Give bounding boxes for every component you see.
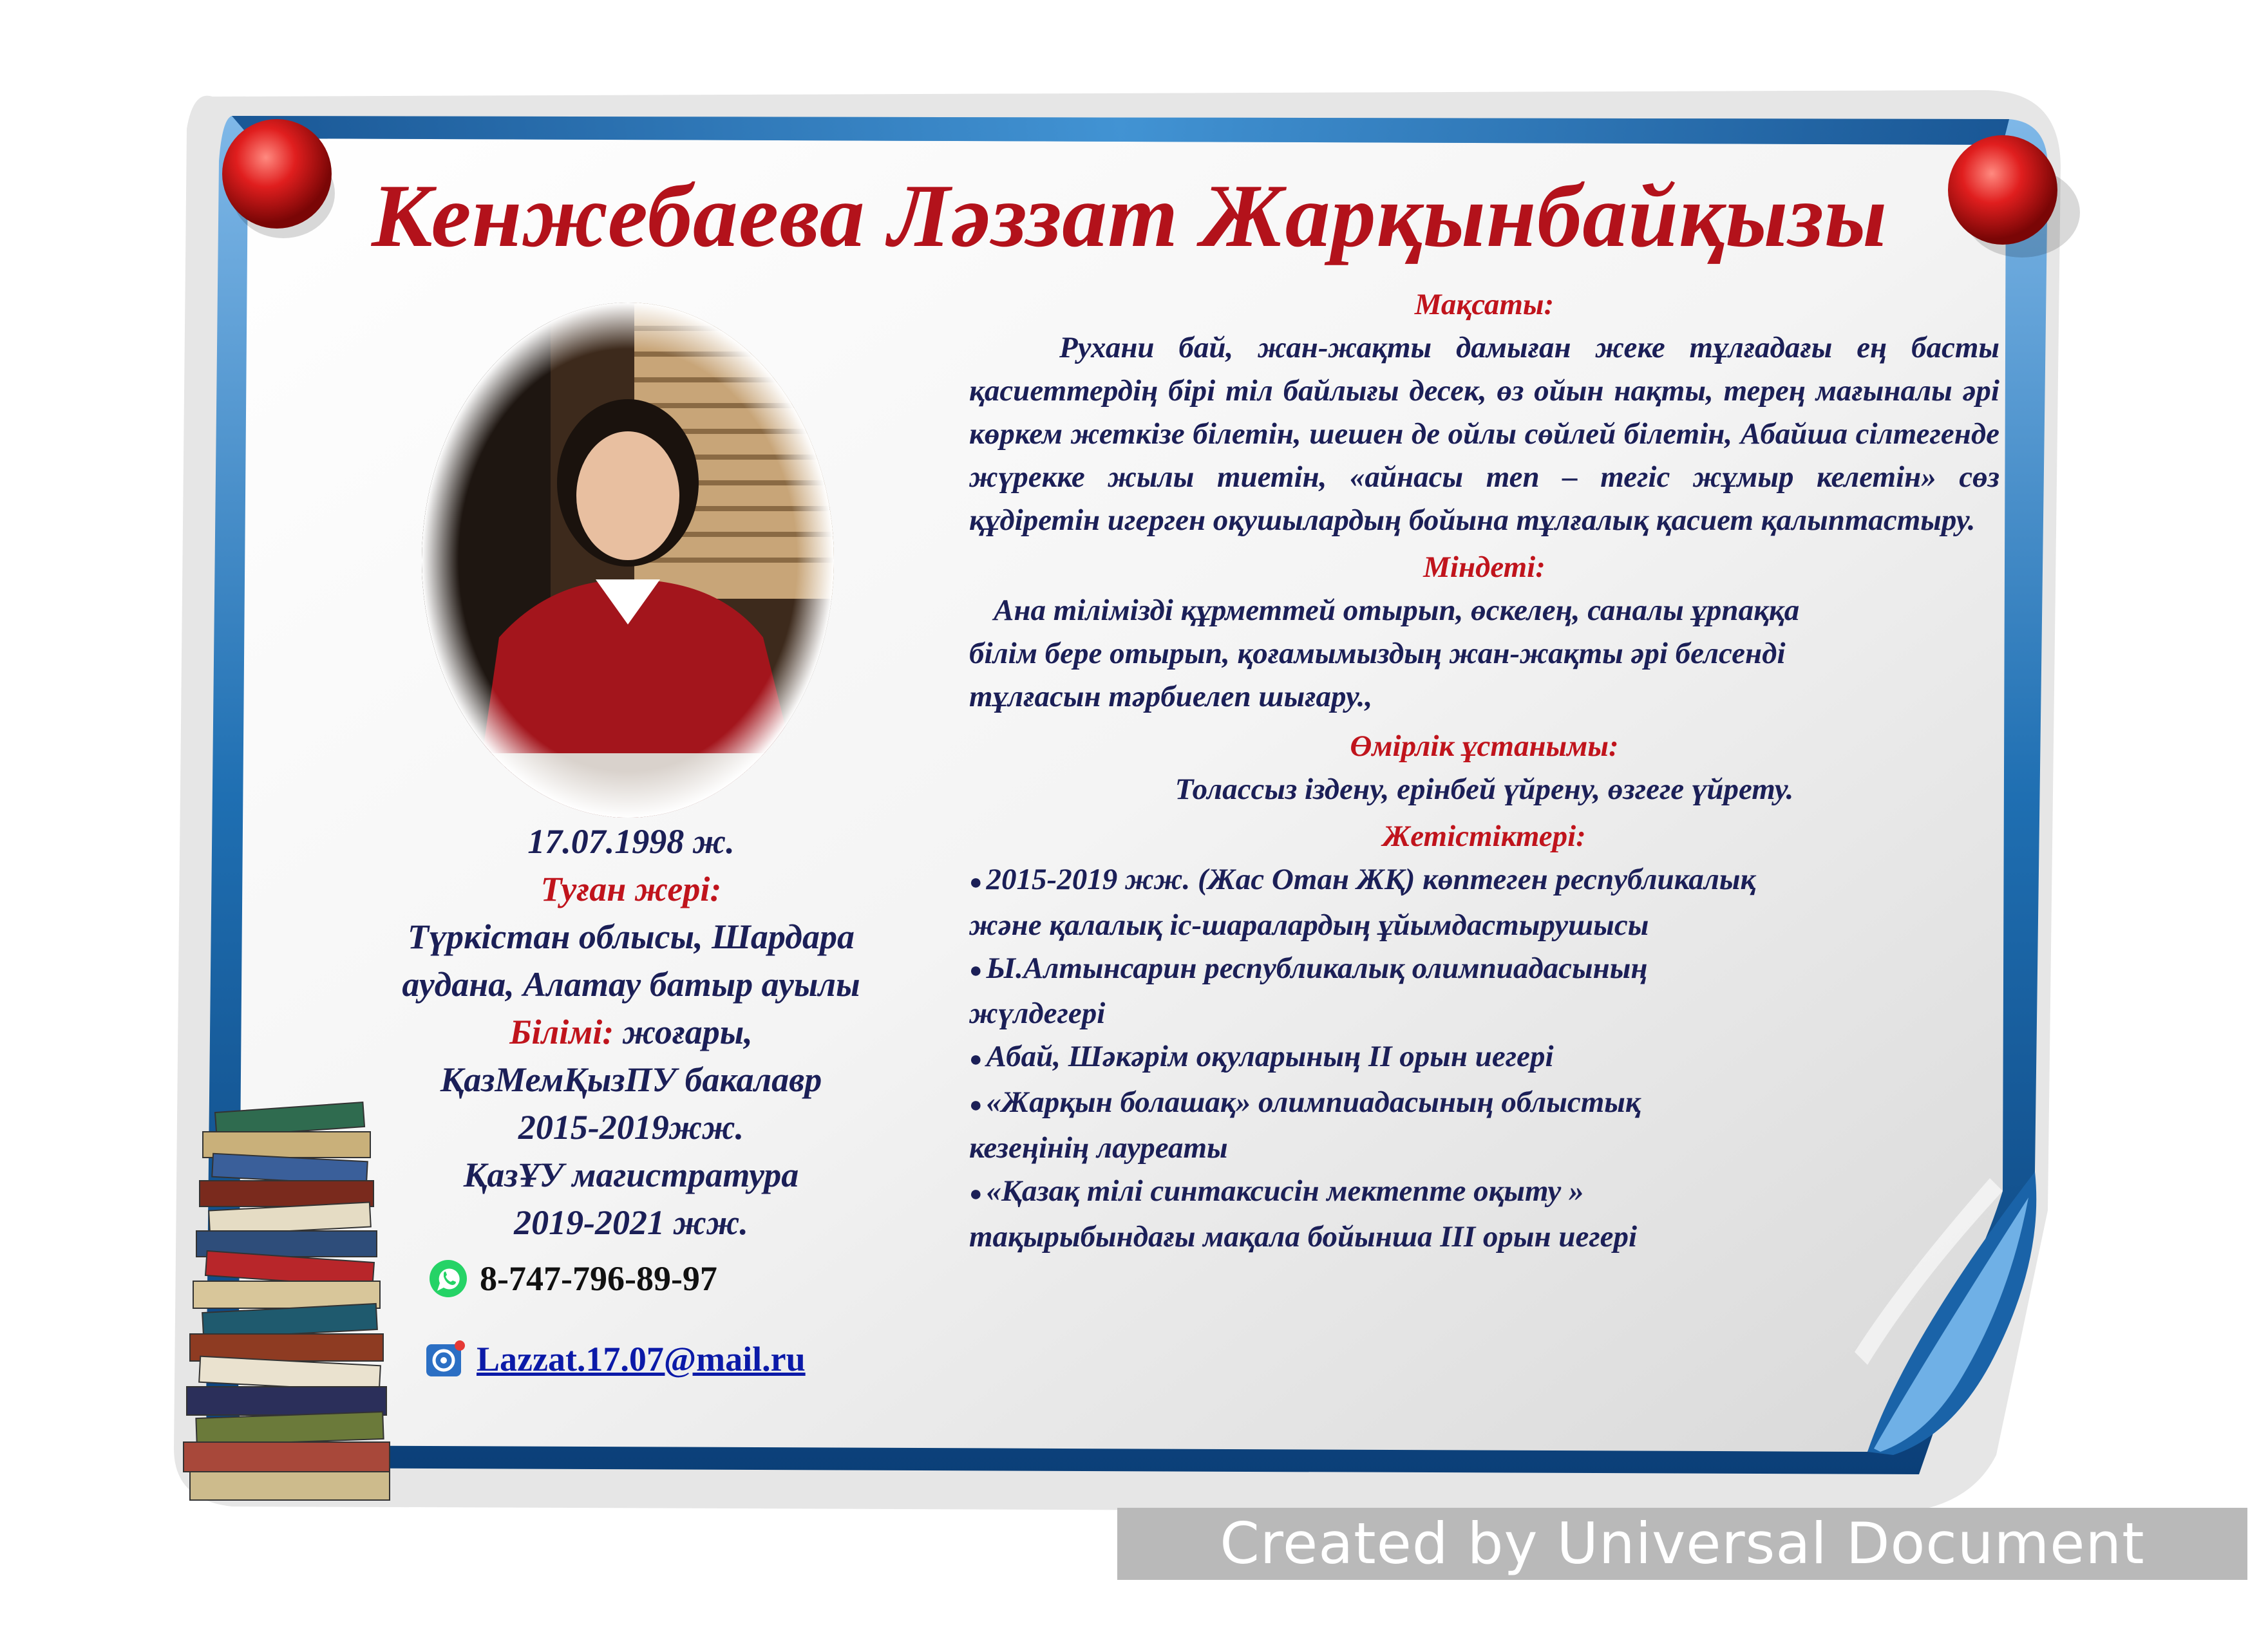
education-line-3: ҚазҰУ магистратура xyxy=(463,1156,799,1194)
birth-date: 17.07.1998 ж. xyxy=(527,822,735,861)
achievements-heading: Жетістіктері: xyxy=(1383,820,1586,853)
education-row xyxy=(348,1008,914,1056)
email-row xyxy=(425,1339,806,1379)
education-line-2: 2015-2019жж. xyxy=(518,1108,744,1147)
birthplace-line-1: Түркістан облысы, Шардара xyxy=(408,917,855,956)
bullet-icon: ● xyxy=(969,959,983,983)
achievements-list xyxy=(969,858,1999,1259)
bullet-icon: ● xyxy=(969,1093,983,1117)
phone-row xyxy=(428,1259,717,1299)
task-line-3: тұлғасын тәрбиелеп шығару., xyxy=(969,680,1373,713)
list-item: ● Ы.Алтынсарин республикалық олимпиадасының жүлдегері xyxy=(969,951,1648,1031)
education-label: Білімі: xyxy=(509,1013,614,1051)
goal-text: Рухани бай, жан-жақты дамыған жеке тұлғадағы ең басты қасиеттердің бірі тіл байлығы десек, өз ойын нақты, терең мағыналы әрі көркем жеткізе білетін, шешен де ойлы сөйлей білетін, Абайша сілтегенде жүрекке жылы тиетін, «айнасы теп – тегіс жұмыр келетін» сөз құдіретін игерген оқушылардың бойына тұлғалық қасиет қалыптастыру. xyxy=(969,331,1999,537)
goal-heading: Мақсаты: xyxy=(1414,288,1555,321)
birthplace-label: Туған жері: xyxy=(540,870,722,908)
profile-content xyxy=(969,283,1999,1259)
whatsapp-icon xyxy=(428,1259,468,1299)
task-line-2: білім бере отырып, қоғамымыздың жан-жақты әрі белсенді xyxy=(969,637,1786,670)
phone-number: 8-747-796-89-97 xyxy=(480,1259,717,1298)
email-icon xyxy=(425,1339,465,1379)
bullet-icon: ● xyxy=(969,870,983,894)
personal-info xyxy=(348,818,914,1246)
list-item: ● «Жарқын болашақ» олимпиадасының облыстық кезеңінің лауреаты xyxy=(969,1085,1641,1165)
education-line-1: ҚазМемҚызПУ бакалавр xyxy=(440,1060,822,1099)
education-level: жоғары, xyxy=(614,1013,753,1051)
portrait-photo xyxy=(422,303,834,818)
bullet-icon: ● xyxy=(969,1181,983,1206)
task-line-1: Ана тілімізді құрметтей отырып, өскелең, саналы ұрпаққа xyxy=(994,594,1800,627)
books-stack-icon xyxy=(177,1094,422,1513)
email-link[interactable]: Lazzat.17.07@mail.ru xyxy=(477,1340,806,1378)
birthplace-line-2: аудана, Алатау батыр ауылы xyxy=(402,965,860,1004)
list-item: ● «Қазақ тілі синтаксисін мектепте оқыту » тақырыбындағы мақала бойынша ІІІ орын иегері xyxy=(969,1174,1638,1253)
bullet-icon: ● xyxy=(969,1047,983,1072)
list-item: ● 2015-2019 жж. (Жас Отан ЖҚ) көптеген республикалық және қалалық іс-шаралардың ұйымдастырушысы xyxy=(969,863,1756,942)
motto-text: Толассыз іздену, ерінбей үйрену, өзгеге үйрету. xyxy=(1175,773,1794,806)
task-heading: Міндеті: xyxy=(1423,550,1545,584)
page-title: Кенжебаева Ләззат Жарқынбайқызы xyxy=(371,166,1888,266)
list-item: ● Абай, Шәкәрім оқуларының ІІ орын иегері xyxy=(969,1040,1554,1074)
education-line-4: 2019-2021 жж. xyxy=(514,1203,748,1242)
motto-heading: Өмірлік ұстанымы: xyxy=(1350,729,1619,763)
watermark: Created by Universal Document Converter xyxy=(1117,1508,2247,1580)
